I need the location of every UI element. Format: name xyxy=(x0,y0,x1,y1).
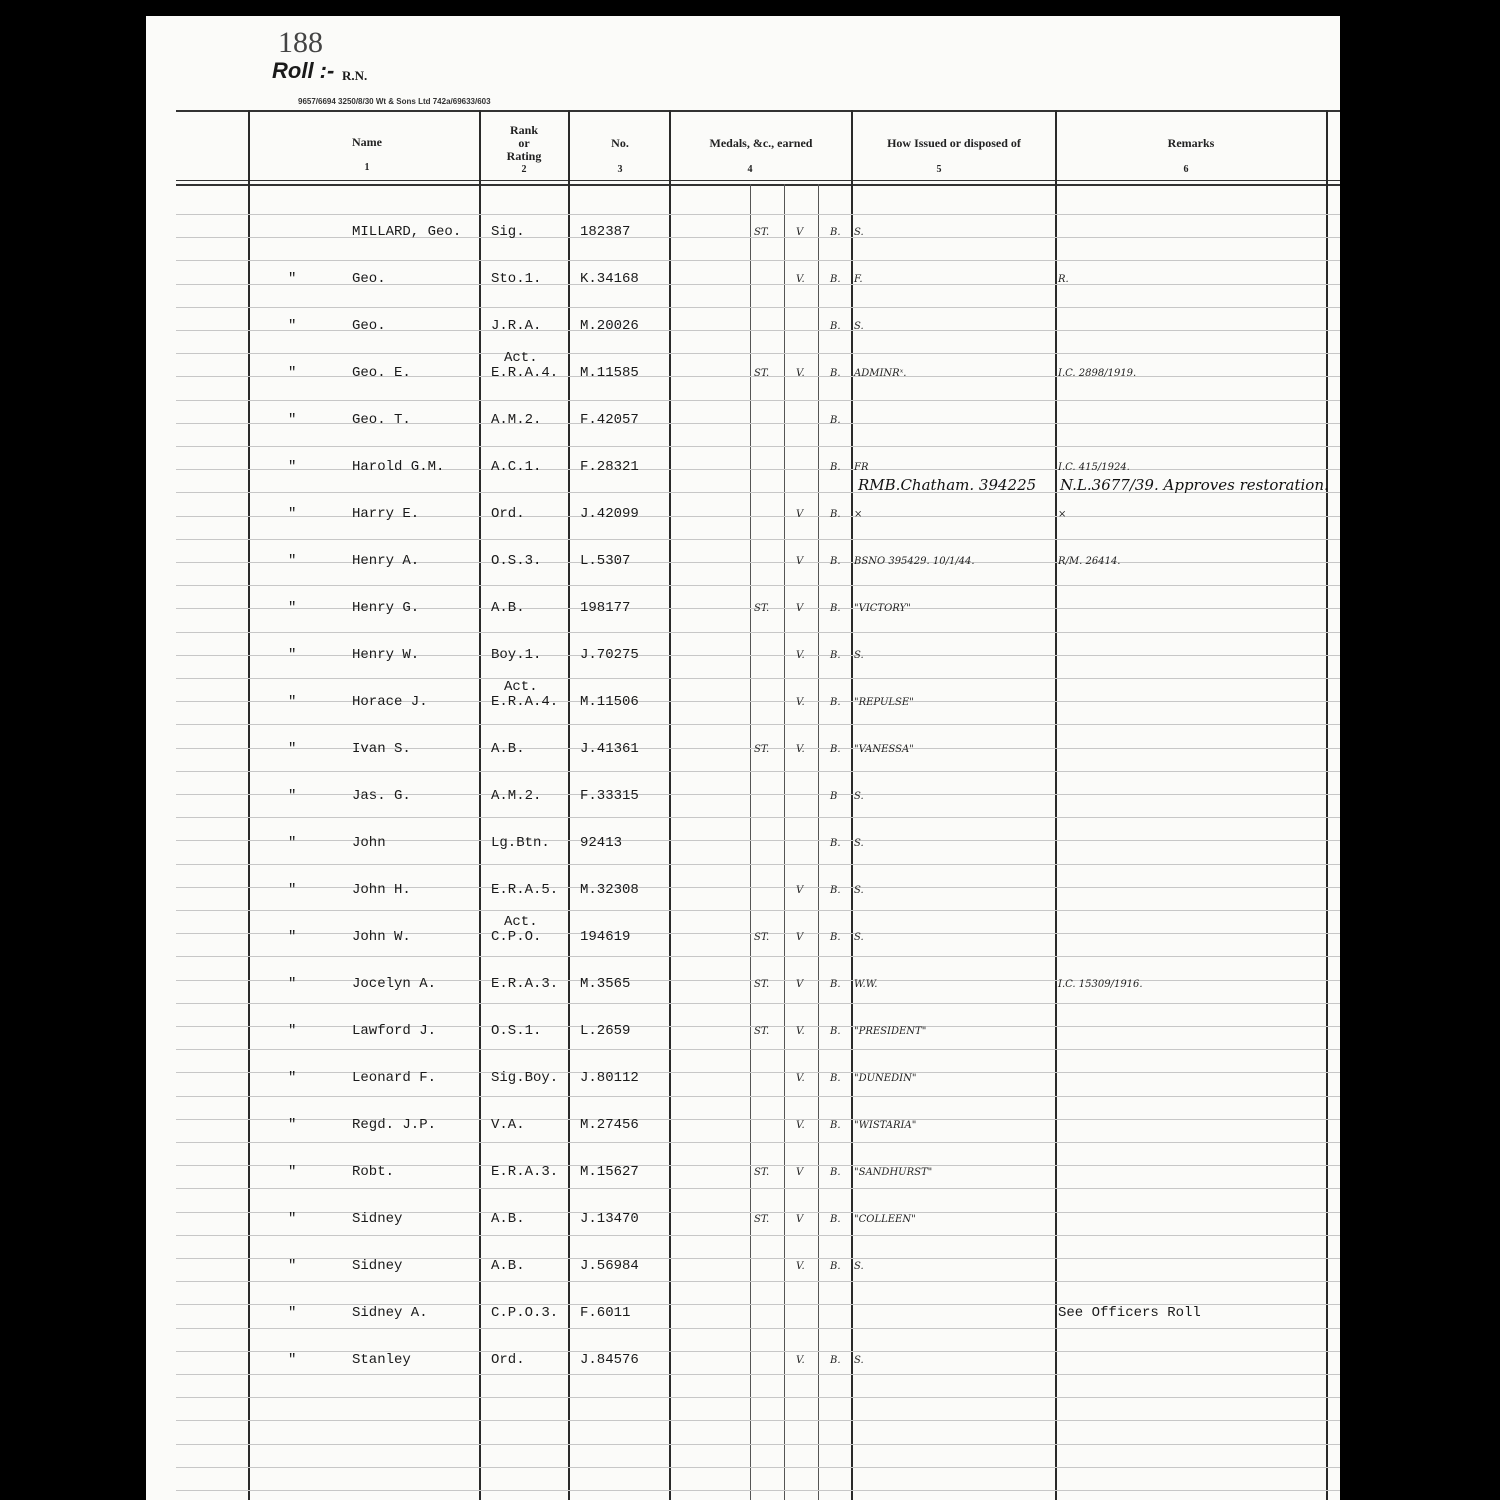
col-remarks-header: Remarks xyxy=(1167,136,1215,150)
entry-number: M.15627 xyxy=(580,1164,639,1180)
victory-medal: V xyxy=(796,932,804,943)
british-medal: B. xyxy=(830,1120,841,1131)
entry-name: Sidney A. xyxy=(352,1305,428,1321)
british-medal: B. xyxy=(830,744,841,755)
issued-to: S. xyxy=(854,227,864,238)
table-row xyxy=(146,1305,1340,1352)
entry-name: John W. xyxy=(352,929,411,945)
star-medal: ST. xyxy=(754,932,770,943)
issued-to: FR xyxy=(854,462,869,473)
table-row xyxy=(146,271,1340,318)
entry-rank: V.A. xyxy=(491,1117,525,1133)
star-medal: ST. xyxy=(754,1214,770,1225)
col-rank-num: 2 xyxy=(521,164,527,175)
entry-rank: E.R.A.4. xyxy=(491,365,559,381)
entry-rank: Boy.1. xyxy=(491,647,542,663)
entry-name: MILLARD, Geo. xyxy=(352,224,462,240)
table-row xyxy=(146,679,1340,741)
entry-name: Henry W. xyxy=(352,647,420,663)
col-no-header: No. xyxy=(611,136,629,150)
entry-number: J.13470 xyxy=(580,1211,639,1227)
entry-number: M.20026 xyxy=(580,318,639,334)
header-rule-bottom-2 xyxy=(176,184,1340,186)
table-row xyxy=(146,1211,1340,1258)
british-medal: B. xyxy=(830,1214,841,1225)
table-row xyxy=(146,914,1340,976)
entry-number: J.41361 xyxy=(580,741,639,757)
ledger-line xyxy=(176,1444,1340,1445)
star-medal: ST. xyxy=(754,1167,770,1178)
ditto-mark: " xyxy=(288,271,297,287)
victory-medal: V. xyxy=(796,368,805,379)
issued-to: S. xyxy=(854,650,864,661)
issued-to: BSNO 395429. 10/1/44. xyxy=(854,556,975,567)
entry-rank: Ord. xyxy=(491,506,525,522)
victory-medal: V. xyxy=(796,744,805,755)
victory-medal: V xyxy=(796,1167,804,1178)
entry-name: Lawford J. xyxy=(352,1023,437,1039)
entry-remarks: R/M. 26414. xyxy=(1058,556,1121,567)
entry-name: Geo. xyxy=(352,318,386,334)
ditto-mark: " xyxy=(288,882,297,898)
victory-medal: V. xyxy=(796,1355,805,1366)
entry-number: M.3565 xyxy=(580,976,631,992)
british-medal: B. xyxy=(830,321,841,332)
victory-medal: V xyxy=(796,227,804,238)
col-medals-num: 4 xyxy=(747,164,753,175)
ledger-line xyxy=(176,214,1340,215)
entry-rank: A.B. xyxy=(491,1258,525,1274)
british-medal: B xyxy=(830,791,838,802)
issued-to: S. xyxy=(854,321,864,332)
issued-to: "VICTORY" xyxy=(854,603,911,614)
entry-number: J.80112 xyxy=(580,1070,639,1086)
table-row xyxy=(146,1023,1340,1070)
entry-rank: A.B. xyxy=(491,741,525,757)
entry-number: F.33315 xyxy=(580,788,639,804)
issued-note: RMB.Chatham. 394225 xyxy=(858,476,1037,494)
star-medal: ST. xyxy=(754,744,770,755)
entry-name: Harold G.M. xyxy=(352,459,445,475)
entry-number: L.2659 xyxy=(580,1023,631,1039)
issued-to: W.W. xyxy=(854,979,878,990)
ditto-mark: " xyxy=(288,835,297,851)
entry-rank: A.B. xyxy=(491,1211,525,1227)
entry-number: J.70275 xyxy=(580,647,639,663)
british-medal: B. xyxy=(830,697,841,708)
victory-medal: V xyxy=(796,556,804,567)
victory-medal: V. xyxy=(796,697,805,708)
table-row xyxy=(146,788,1340,835)
british-medal: B. xyxy=(830,556,841,567)
issued-to: S. xyxy=(854,1261,864,1272)
entry-number: F.28321 xyxy=(580,459,639,475)
entry-number: 194619 xyxy=(580,929,631,945)
ledger-line xyxy=(176,1467,1340,1468)
table-row xyxy=(146,882,1340,929)
rank-prefix: Act. xyxy=(504,350,538,366)
entry-rank: A.M.2. xyxy=(491,788,542,804)
col-rank-header: Rank or Rating xyxy=(506,123,542,163)
ditto-mark: " xyxy=(288,694,297,710)
col-issued-header: How Issued or disposed of xyxy=(887,136,1021,150)
victory-medal: V xyxy=(796,603,804,614)
star-medal: ST. xyxy=(754,979,770,990)
issued-to: "REPULSE" xyxy=(854,697,914,708)
ditto-mark: " xyxy=(288,976,297,992)
ditto-mark: " xyxy=(288,1258,297,1274)
ditto-mark: " xyxy=(288,600,297,616)
british-medal: B. xyxy=(830,885,841,896)
entry-number: 182387 xyxy=(580,224,631,240)
star-medal: ST. xyxy=(754,1026,770,1037)
issued-to: "DUNEDIN" xyxy=(854,1073,917,1084)
victory-medal: V. xyxy=(796,650,805,661)
issued-to: S. xyxy=(854,885,864,896)
star-medal: ST. xyxy=(754,603,770,614)
entry-name: Jocelyn A. xyxy=(352,976,437,992)
rank-prefix: Act. xyxy=(504,914,538,930)
british-medal: B. xyxy=(830,274,841,285)
entry-name: Geo. E. xyxy=(352,365,411,381)
table-row xyxy=(146,412,1340,459)
british-medal: B. xyxy=(830,1026,841,1037)
table-row xyxy=(146,1258,1340,1305)
british-medal: B. xyxy=(830,1167,841,1178)
ditto-mark: " xyxy=(288,788,297,804)
table-row xyxy=(146,350,1340,412)
col-medals-header: Medals, &c., earned xyxy=(709,136,813,150)
entry-name: Geo. T. xyxy=(352,412,411,428)
entry-rank: A.C.1. xyxy=(491,459,542,475)
ditto-mark: " xyxy=(288,553,297,569)
entry-number: 92413 xyxy=(580,835,623,851)
entry-remarks: See Officers Roll xyxy=(1058,1305,1201,1321)
victory-medal: V. xyxy=(796,274,805,285)
issued-to: "SANDHURST" xyxy=(854,1167,933,1178)
table-row xyxy=(146,1070,1340,1117)
issued-to: S. xyxy=(854,1355,864,1366)
issued-to: S. xyxy=(854,791,864,802)
victory-medal: V. xyxy=(796,1026,805,1037)
ditto-mark: " xyxy=(288,1352,297,1368)
table-row xyxy=(146,1164,1340,1211)
ditto-mark: " xyxy=(288,506,297,522)
ditto-mark: " xyxy=(288,741,297,757)
entry-number: K.34168 xyxy=(580,271,639,287)
issued-to: "COLLEEN" xyxy=(854,1214,916,1225)
victory-medal: V xyxy=(796,509,804,520)
british-medal: B. xyxy=(830,979,841,990)
table-row xyxy=(146,318,1340,365)
entry-rank: O.S.3. xyxy=(491,553,542,569)
issued-to: S. xyxy=(854,838,864,849)
issued-to: "VANESSA" xyxy=(854,744,914,755)
entry-number: M.32308 xyxy=(580,882,639,898)
entry-name: Robt. xyxy=(352,1164,395,1180)
roll-label: Roll :- xyxy=(272,58,335,83)
header-rule-top xyxy=(176,110,1340,112)
print-code: 9657/6694 3250/8/30 Wt & Sons Ltd 742a/69633/603 xyxy=(298,97,491,106)
issued-to: ADMINRˣ. xyxy=(854,368,907,379)
british-medal: B. xyxy=(830,1261,841,1272)
entry-remarks: R. xyxy=(1058,274,1069,285)
star-medal: ST. xyxy=(754,368,770,379)
entry-number: M.27456 xyxy=(580,1117,639,1133)
table-row xyxy=(146,741,1340,788)
entry-rank: E.R.A.3. xyxy=(491,976,559,992)
entry-number: M.11506 xyxy=(580,694,639,710)
entry-name: Stanley xyxy=(352,1352,411,1368)
col-name-num: 1 xyxy=(364,162,370,173)
entry-rank: Sto.1. xyxy=(491,271,542,287)
british-medal: B. xyxy=(830,509,841,520)
entry-rank: Sig. xyxy=(491,224,525,240)
issued-to: "PRESIDENT" xyxy=(854,1026,927,1037)
entry-name: Sidney xyxy=(352,1258,403,1274)
ditto-mark: " xyxy=(288,1164,297,1180)
british-medal: B. xyxy=(830,603,841,614)
table-row xyxy=(146,976,1340,1023)
entry-name: Sidney xyxy=(352,1211,403,1227)
entry-number: L.5307 xyxy=(580,553,631,569)
entry-rank: C.P.O.3. xyxy=(491,1305,559,1321)
rank-prefix: Act. xyxy=(504,679,538,695)
entry-rank: A.M.2. xyxy=(491,412,542,428)
entry-name: Jas. G. xyxy=(352,788,411,804)
ditto-mark: " xyxy=(288,459,297,475)
british-medal: B. xyxy=(830,368,841,379)
entry-rank: E.R.A.4. xyxy=(491,694,559,710)
ditto-mark: " xyxy=(288,412,297,428)
ditto-mark: " xyxy=(288,1117,297,1133)
table-row xyxy=(146,224,1340,271)
ditto-mark: " xyxy=(288,1211,297,1227)
entry-name: Ivan S. xyxy=(352,741,411,757)
entry-rank: Ord. xyxy=(491,1352,525,1368)
entry-name: Leonard F. xyxy=(352,1070,437,1086)
table-row xyxy=(146,553,1340,600)
roll-value: R.N. xyxy=(342,68,368,83)
victory-medal: V xyxy=(796,885,804,896)
entry-number: J.84576 xyxy=(580,1352,639,1368)
table-row xyxy=(146,1352,1340,1399)
page-number: 188 xyxy=(278,26,323,59)
star-medal: ST. xyxy=(754,227,770,238)
entry-remarks: I.C. 15309/1916. xyxy=(1058,979,1143,990)
entry-number: 198177 xyxy=(580,600,631,616)
entry-rank: E.R.A.5. xyxy=(491,882,559,898)
table-row xyxy=(146,835,1340,882)
entry-number: F.6011 xyxy=(580,1305,631,1321)
entry-name: Geo. xyxy=(352,271,386,287)
entry-name: Henry G. xyxy=(352,600,420,616)
entry-remarks: × xyxy=(1058,509,1067,520)
victory-medal: V. xyxy=(796,1120,805,1131)
entry-number: J.42099 xyxy=(580,506,639,522)
british-medal: B. xyxy=(830,1073,841,1084)
table-row xyxy=(146,600,1340,647)
issued-to: "WISTARIA" xyxy=(854,1120,917,1131)
entry-remarks: I.C. 415/1924. xyxy=(1058,462,1130,473)
entry-rank: A.B. xyxy=(491,600,525,616)
victory-medal: V xyxy=(796,1214,804,1225)
issued-to: F. xyxy=(854,274,863,285)
british-medal: B. xyxy=(830,415,841,426)
entry-rank: E.R.A.3. xyxy=(491,1164,559,1180)
ditto-mark: " xyxy=(288,318,297,334)
entry-name: Henry A. xyxy=(352,553,420,569)
british-medal: B. xyxy=(830,838,841,849)
entry-rank: Sig.Boy. xyxy=(491,1070,559,1086)
col-issued-num: 5 xyxy=(936,164,942,175)
british-medal: B. xyxy=(830,1355,841,1366)
entry-rank: Lg.Btn. xyxy=(491,835,550,851)
entry-name: Regd. J.P. xyxy=(352,1117,437,1133)
entry-number: M.11585 xyxy=(580,365,639,381)
table-row xyxy=(146,506,1340,553)
ditto-mark: " xyxy=(288,1023,297,1039)
victory-medal: V. xyxy=(796,1261,805,1272)
entry-number: F.42057 xyxy=(580,412,639,428)
ditto-mark: " xyxy=(288,647,297,663)
entry-number: J.56984 xyxy=(580,1258,639,1274)
british-medal: B. xyxy=(830,227,841,238)
table-row xyxy=(146,647,1340,694)
ditto-mark: " xyxy=(288,1070,297,1086)
british-medal: B. xyxy=(830,650,841,661)
entry-name: John H. xyxy=(352,882,411,898)
entry-remarks: I.C. 2898/1919. xyxy=(1058,368,1137,379)
col-name-header: Name xyxy=(352,135,382,149)
entry-name: John xyxy=(352,835,386,851)
entry-name: Harry E. xyxy=(352,506,420,522)
issued-to: × xyxy=(854,509,863,520)
ditto-mark: " xyxy=(288,929,297,945)
entry-name: Horace J. xyxy=(352,694,428,710)
issued-to: S. xyxy=(854,932,864,943)
british-medal: B. xyxy=(830,932,841,943)
ditto-mark: " xyxy=(288,1305,297,1321)
ledger-line xyxy=(176,1420,1340,1421)
table-row xyxy=(146,1117,1340,1164)
remarks-note: N.L.3677/39. Approves restoration. xyxy=(1060,476,1329,494)
ledger-line xyxy=(176,1490,1340,1491)
col-remarks-num: 6 xyxy=(1183,164,1189,175)
header-rule-bottom-1 xyxy=(176,180,1340,181)
col-no-num: 3 xyxy=(617,164,623,175)
british-medal: B. xyxy=(830,462,841,473)
entry-rank: O.S.1. xyxy=(491,1023,542,1039)
victory-medal: V. xyxy=(796,1073,805,1084)
entry-rank: J.R.A. xyxy=(491,318,542,334)
entry-rank: C.P.O. xyxy=(491,929,542,945)
victory-medal: V xyxy=(796,979,804,990)
roll-sheet xyxy=(146,16,1340,1500)
ditto-mark: " xyxy=(288,365,297,381)
